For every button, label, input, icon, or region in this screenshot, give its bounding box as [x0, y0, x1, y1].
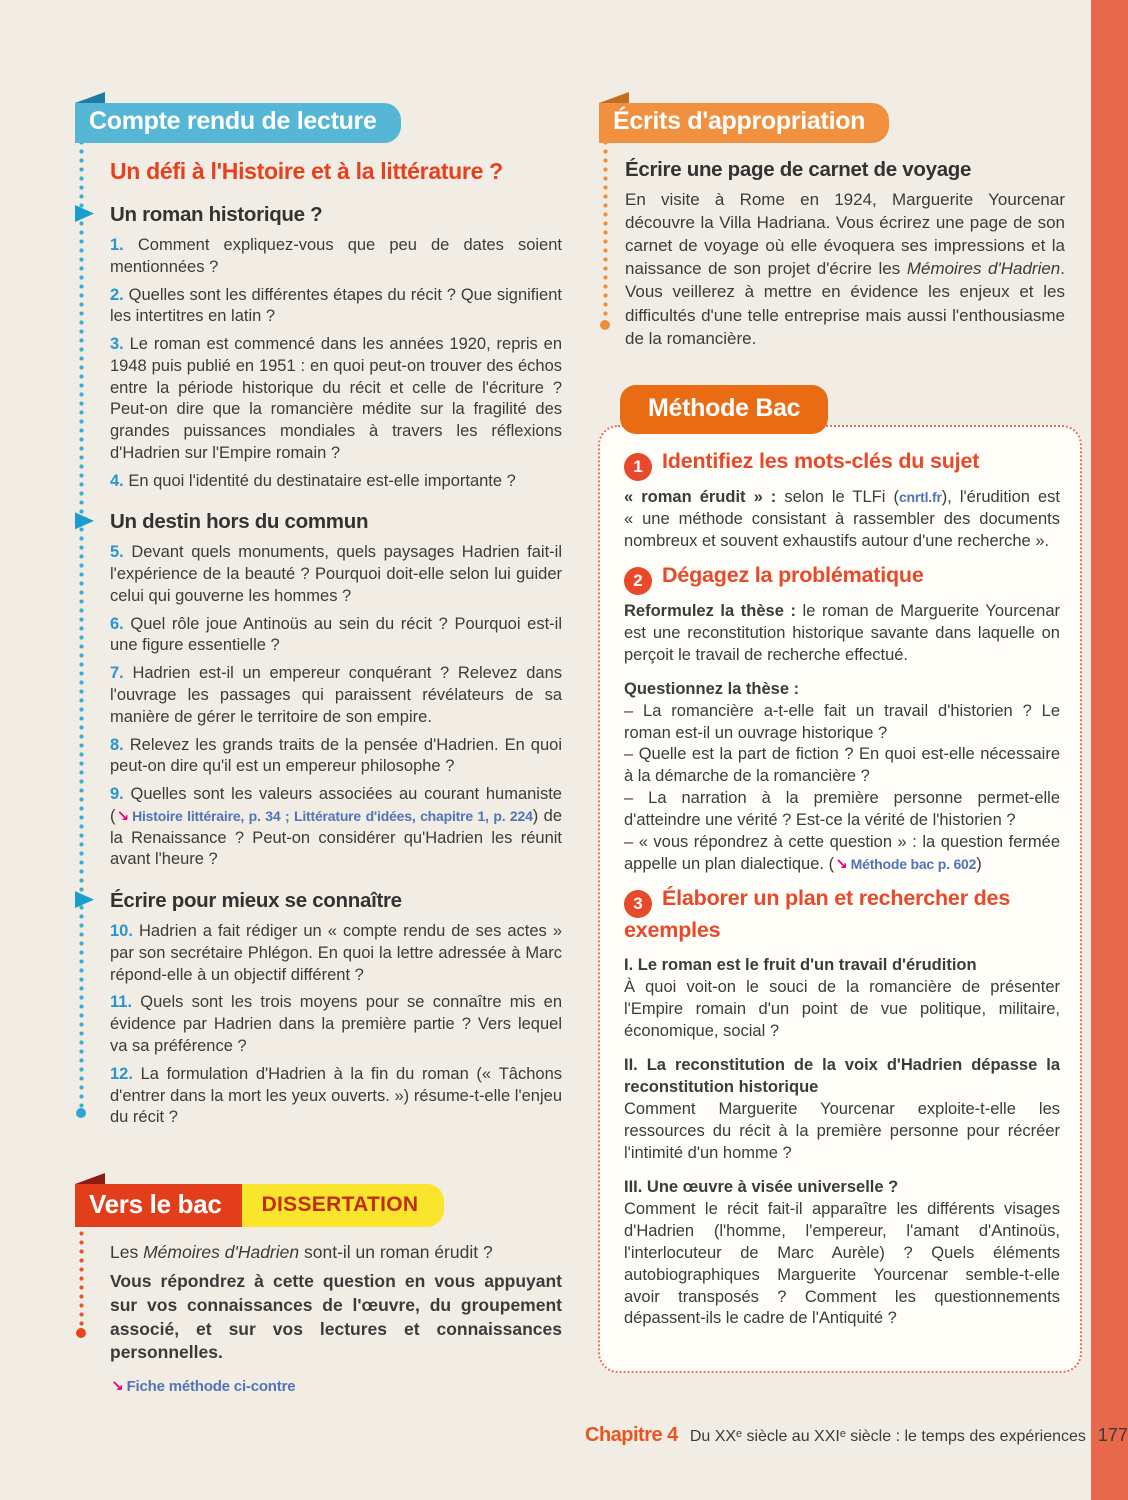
- cross-ref-link[interactable]: Histoire littéraire, p. 34 ; Littérature d'idées, chapitre 1, p. 224: [132, 807, 533, 824]
- question-item: [110, 992, 562, 1057]
- question-text: La formulation d'Hadrien à la fin du roman (« Tâchons d'entrer dans la mort les yeux ouverts. ») résume-t-elle l'enjeu du récit ?: [110, 1064, 562, 1127]
- question-number: 7.: [110, 664, 124, 683]
- question-text: Devant quels monuments, quels paysages Hadrien fait-il l'expérience de la beauté ? Pourquoi doit-elle selon lui guider celui qui gouverne les hommes ?: [110, 543, 562, 605]
- question-text: Le roman est commencé dans les années 1920, repris en 1948 puis publié en 1951 : en quoi peut-on trouver des échos entre la période historique du récit et celle de l'écriture ? Peut-on dire que la romancière médite sur la fragilité des grandes puissances mondiales à travers les réflexions d'Hadrien sur l'Empire romain ?: [110, 335, 562, 462]
- step-number-badge: 2: [624, 567, 652, 595]
- methode-paragraph: I. Le roman est le fruit d'un travail d'érudition: [624, 956, 977, 975]
- question-section: [110, 889, 562, 1129]
- question-item: [110, 784, 562, 871]
- question-section: [110, 203, 562, 492]
- question-text: Relevez les grands traits de la pensée d'Hadrien. En quoi peut-on dire qu'il est un empereur philosophe ?: [110, 735, 562, 776]
- methode-paragraph: Questionnez la thèse :: [624, 679, 800, 698]
- page-number: 177: [1097, 1425, 1128, 1445]
- methode-bac-box: [598, 425, 1082, 1373]
- question-item: [110, 235, 562, 279]
- vers-le-bac-block: [75, 1173, 562, 1410]
- page-footer: [585, 1424, 1128, 1447]
- section-heading: Un destin hors du commun: [110, 510, 562, 534]
- page-edge-tab: [1091, 0, 1128, 1500]
- chapter-title: Du XXᵉ siècle au XXIᵉ siècle : le temps des expériences: [689, 1428, 1086, 1445]
- methode-paragraph: – La narration à la première personne permet-elle d'atteindre une vérité ? Est-ce la vérité de l'historien ?: [624, 789, 1060, 830]
- appropriation-banner: [599, 103, 889, 143]
- step-number-badge: 3: [624, 890, 652, 918]
- methode-paragraph: Comment Marguerite Yourcenar exploite-t-elle les ressources du récit à la première personne pour récréer l'intimité d'un homme ?: [624, 1100, 1060, 1162]
- question-number: 3.: [110, 335, 124, 354]
- triangle-bullet-icon: [75, 891, 94, 908]
- question-number: 9.: [110, 785, 124, 804]
- cross-ref-link[interactable]: Méthode bac p. 602: [850, 856, 977, 873]
- step-title: Dégagez la problématique: [662, 562, 924, 587]
- ribbon-fold-icon: [599, 92, 629, 103]
- question-number: 12.: [110, 1064, 133, 1083]
- question-number: 4.: [110, 471, 124, 490]
- question-text: En quoi l'identité du destinataire est-elle importante ?: [128, 471, 516, 490]
- question-item: [110, 614, 562, 658]
- question-sections: [110, 203, 562, 1129]
- cross-ref-arrow-icon: ↘: [111, 1378, 124, 1396]
- section-heading: Un roman historique ?: [110, 203, 562, 227]
- question-text: Quels sont les trois moyens pour se connaître mis en évidence par Hadrien dans la première partie ? Vers lequel va sa préférence ?: [110, 993, 562, 1055]
- left-column: [75, 92, 562, 1135]
- question-item: [110, 1064, 562, 1129]
- question-number: 10.: [110, 922, 133, 941]
- question-section: [110, 510, 562, 871]
- methode-step: [624, 563, 1060, 876]
- methode-paragraph: II. La reconstitution de la voix d'Hadrien dépasse la reconstitution historique: [624, 1056, 1060, 1097]
- appropriation-body: En visite à Rome en 1924, Marguerite Yourcenar découvre la Villa Hadriana. Vous écrirez une page de son carnet de voyage où elle évoquera ses impressions et la naissance de son projet d'écrire les Mémoires d'Hadrien. Vous veillerez à mettre en évidence les enjeux et les difficultés d'une telle entreprise mais aussi l'enthousiasme de la romancière.: [625, 190, 1066, 348]
- dissertation-instructions: Vous répondrez à cette question en vous appuyant sur vos connaissances de l'œuvre, du groupement associé, et sur vos lectures et connaissances personnelles.: [110, 1271, 562, 1363]
- method-sheet-ref: [110, 1377, 562, 1395]
- question-number: 5.: [110, 543, 124, 562]
- step-title: Identifiez les mots-clés du sujet: [662, 449, 980, 473]
- cross-ref-link[interactable]: cnrtl.fr: [898, 489, 942, 505]
- ribbon-fold-icon: [75, 92, 105, 103]
- chapter-label: Chapitre 4: [585, 1424, 678, 1446]
- cross-ref-arrow-icon: ↘: [116, 807, 130, 825]
- question-number: 11.: [110, 993, 133, 1012]
- methode-step: [624, 886, 1060, 1330]
- cross-ref-arrow-icon: ↘: [835, 856, 848, 874]
- appropriation-heading: Écrire une page de carnet de voyage: [625, 158, 972, 181]
- cross-ref-link[interactable]: Fiche méthode ci-contre: [126, 1378, 296, 1396]
- methode-paragraph: « roman érudit » : selon le TLFi (cnrtl.fr), l'érudition est « une méthode consistant à rassembler des documents nombreux et souvent exhaustifs autour d'une recherche ».: [624, 488, 1061, 550]
- methode-paragraph: Comment le récit fait-il apparaître les différents visages d'Hadrien (l'homme, l'empereur, l'amant d'Antinoüs, l'interlocuteur de Marc Aurèle) ? Quels éléments autobiographiques Marguerite Yourcenar semble-t-elle avoir transposés ? Comment les questionnements dépassent-ils le cadre de l'Antiquité ?: [624, 1199, 1060, 1328]
- question-number: 6.: [110, 614, 124, 633]
- question-item: [110, 285, 562, 329]
- question-text: Quelles sont les valeurs associées au courant humaniste (↘ Histoire littéraire, p. 34 ; Littérature d'idées, chapitre 1, p. 224) de la Renaissance ? Peut-on considérer qu'Hadrien les réunit avant l'heure ?: [110, 785, 562, 869]
- triangle-bullet-icon: [75, 512, 94, 529]
- question-item: [110, 921, 562, 986]
- question-item: [110, 334, 562, 465]
- appropriation-banner-label: Écrits d'appropriation: [599, 103, 889, 143]
- question-item: [110, 735, 562, 779]
- step-number-badge: 1: [624, 453, 652, 481]
- question-text: Quelles sont les différentes étapes du récit ? Que signifient les intertitres en latin ?: [110, 285, 562, 326]
- question-number: 1.: [110, 236, 124, 254]
- question-item: [110, 663, 562, 728]
- methode-steps: [624, 449, 1060, 1330]
- dissertation-subject: Les Mémoires d'Hadrien sont-il un roman érudit ?: [110, 1242, 493, 1262]
- dissertation-tag: DISSERTATION: [242, 1184, 445, 1227]
- left-subtitle: Un défi à l'Histoire et à la littérature ?: [110, 158, 503, 184]
- question-number: 8.: [110, 735, 124, 754]
- step-title: Élaborer un plan et rechercher des exemples: [624, 886, 1011, 943]
- question-text: Quel rôle joue Antinoüs au sein du récit ? Pourquoi est-il une figure essentielle ?: [110, 614, 562, 655]
- methode-paragraph: À quoi voit-on le souci de la romancière de présenter l'Empire romain d'un point de vue politique, militaire, économique, social ?: [624, 978, 1060, 1041]
- question-item: [110, 471, 562, 493]
- section-heading: Écrire pour mieux se connaître: [110, 889, 562, 913]
- methode-paragraph: – « vous répondrez à cette question » : la question fermée appelle un plan dialectique. (↘ Méthode bac p. 602): [624, 833, 1060, 874]
- right-column: [599, 92, 1082, 350]
- vers-le-bac-banner: [75, 1184, 562, 1227]
- question-text: Comment expliquez-vous que peu de dates soient mentionnées ?: [110, 236, 562, 276]
- reading-report-banner-label: Compte rendu de lecture: [75, 103, 401, 143]
- vers-le-bac-label: Vers le bac: [75, 1184, 242, 1227]
- question-number: 2.: [110, 285, 124, 304]
- question-item: [110, 542, 562, 607]
- methode-paragraph: – La romancière a-t-elle fait un travail d'historien ? Le roman est-il un ouvrage historique ?: [624, 701, 1060, 742]
- methode-paragraph: – Quelle est la part de fiction ? En quoi est-elle nécessaire à la démarche de la romancière ?: [624, 745, 1060, 786]
- methode-bac-block: [598, 385, 1082, 1373]
- ribbon-fold-icon: [75, 1173, 105, 1184]
- methode-paragraph: III. Une œuvre à visée universelle ?: [624, 1177, 899, 1196]
- methode-paragraph: Reformulez la thèse : le roman de Marguerite Yourcenar est une reconstitution historique savante dans laquelle on perçoit le travail de recherche effectué.: [624, 601, 1060, 664]
- methode-bac-banner: Méthode Bac: [620, 385, 828, 434]
- question-text: Hadrien est-il un empereur conquérant ? Relevez dans l'ouvrage les passages qui paraissent révélateurs de sa manière de gérer le territoire de son empire.: [110, 664, 563, 726]
- methode-step: [624, 449, 1060, 553]
- reading-report-banner: [75, 103, 401, 143]
- question-text: Hadrien a fait rédiger un « compte rendu de ses actes » par son secrétaire Phlégon. En quoi la lettre adressée à Marc répond-elle à un objectif différent ?: [110, 922, 562, 984]
- triangle-bullet-icon: [75, 205, 94, 222]
